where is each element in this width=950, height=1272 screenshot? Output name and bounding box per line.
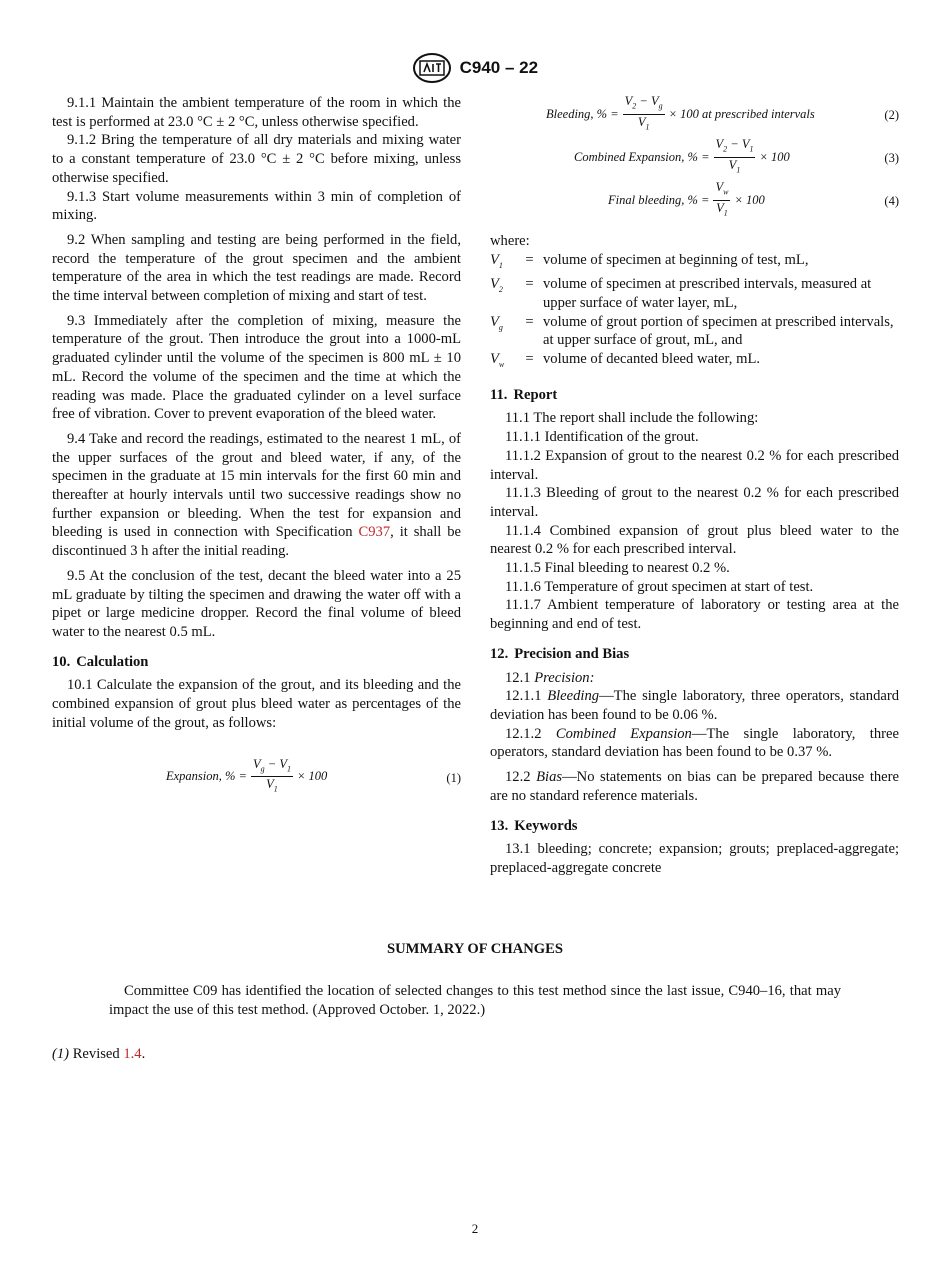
eq3-number: (3) [884,151,899,165]
equation-2 [490,94,899,134]
page-header [0,52,950,84]
where-label: where: [490,233,530,249]
para-10-1: 10.1 Calculate the expansion of the grout, and its bleeding and the combined expansion of grout plus bleed water as percentages of the initial volume of the grout, as follows: [52,677,461,731]
para-9-5: 9.5 At the conclusion of the test, decant the bleed water into a 25 mL graduate by tilting the specimen and drawing the water off with a pipet or large medicine dropper. Record the final volume of bleed water to the nearest 0.5 mL. [52,567,461,640]
eq4-fraction: $\frac{V_w}{V_1}$ [715,180,729,217]
para-12-1-2: 12.1.2 Combined Expansion—The single laboratory, three operators, standard deviation has been found to be 0.37 %. [490,725,899,761]
para-9-4: 9.4 Take and record the readings, estimated to the nearest 1 mL, of the upper surfaces of the grout and bleed water, if any, of the specimen in the graduate at 15 min intervals for the first 60 min and thereafter at hourly intervals until two successive readings show no further expansion or bleeding. When the test for expansion and bleeding is used in connection with Specification C937, it shall be discontinued 3 h after the initial reading. [52,430,462,560]
eq2-tail: × 100 at prescribed intervals [668,106,815,121]
eq2-lhs: Bleeding, % = [546,106,619,121]
left-column [52,94,461,797]
eq4-number: (4) [884,194,899,208]
para-12-1: 12.1 Precision: [505,669,595,686]
eq3-tail: × 100 [759,149,790,164]
para-9-3: 9.3 Immediately after the completion of mixing, measure the temperature of the grout. Then introduce the grout into a 1000-mL graduated cylinder until the volume of the specimen is 800 mL ± 10 mL. Record the volume of the specimen and the time at which the reading was made. Place the graduated cylinder on a level surface free of vibration. Cover to prevent evaporation of the bleed water. [52,312,461,423]
equation-4 [490,180,899,220]
para-9-1-3: 9.1.3 Start volume measurements within 3 min of completion of mixing. [52,188,461,224]
summary-title: SUMMARY OF CHANGES [387,941,563,957]
section-11-heading: 11. Report [490,386,558,403]
para-12-2: 12.2 Bias—No statements on bias can be prepared because there are no standard reference materials. [490,769,899,804]
link-section-1-4[interactable]: 1.4 [123,1046,142,1062]
eq1-tail: × 100 [296,769,328,784]
astm-logo-icon [412,52,452,84]
link-c937[interactable]: C937 [358,524,391,541]
equation-3 [490,137,899,177]
para-11-1-1: 11.1.1 Identification of the grout. [505,429,699,446]
eq4-lhs: Final bleeding, % = [608,192,710,207]
eq3-lhs: Combined Expansion, % = [574,149,710,164]
eq4-tail: × 100 [734,192,765,207]
para-11-1-3: 11.1.3 Bleeding of grout to the nearest 0.2 % for each prescribed interval. [490,485,899,520]
para-9-1-2: 9.1.2 Bring the temperature of all dry materials and mixing water to a constant temperature of 23.0 °C ± 2 °C before mixing, unless otherwise specified. [52,132,461,186]
para-9-2: 9.2 When sampling and testing are being performed in the field, record the temperature of the grout specimen and the ambient temperature of the area in which the test readings are made. Record the time interval between completion of mixing and start of test. [52,231,461,305]
para-11-1-5: 11.1.5 Final bleeding to nearest 0.2 %. [505,560,730,577]
para-9-1-1: 9.1.1 Maintain the ambient temperature of the room in which the test is performed at 23.0 °C ± 2 °C, unless otherwise specified. [52,95,461,130]
definition-v1: $V_1$ = volume of specimen at beginning of test, mL, [490,251,809,270]
definition-vg: $V_g$ = volume of grout portion of specimen at prescribed intervals, at upper surface of grout, mL, and [490,313,894,349]
para-11-1-7: 11.1.7 Ambient temperature of laboratory or testing area at the beginning and end of test. [490,597,899,633]
para-12-1-1: 12.1.1 Bleeding—The single laboratory, three operators, standard deviation has been found to be 0.06 %. [490,688,899,723]
section-12-heading: 12. Precision and Bias [490,645,630,662]
document-code: C940 – 22 [459,57,539,77]
revision-note: (1) Revised 1.4. [52,1046,146,1062]
eq1-fraction: $\frac{V_g - V_1}{V_1}$ [253,756,291,794]
eq3-fraction: $\frac{V_2 - V_1}{V_1}$ [715,137,754,174]
definition-v2: $V_2$ = volume of specimen at prescribed intervals, measured at upper surface of water layer, mL, [490,276,872,312]
eq2-fraction: $\frac{V_2 - V_g}{V_1}$ [624,94,663,131]
definition-vw: $V_w$ = volume of decanted bleed water, mL. [490,351,761,370]
right-column [490,94,899,878]
equation-1 [52,757,461,797]
page-number: 2 [471,1221,479,1236]
eq1-number: (1) [446,770,461,785]
eq1-lhs: Expansion, % = [166,769,247,784]
eq2-number: (2) [884,108,899,122]
section-10-heading: 10. Calculation [52,653,149,670]
para-11-1: 11.1 The report shall include the following: [505,410,759,427]
section-13-heading: 13. Keywords [490,817,578,834]
summary-body: Committee C09 has identified the location of selected changes to this test method since the last issue, C940–16, that may impact the use of this test method. (Approved October. 1, 2022.) [109,983,841,1018]
para-11-1-6: 11.1.6 Temperature of grout specimen at start of test. [505,578,814,595]
para-13-1: 13.1 bleeding; concrete; expansion; grouts; preplaced-aggregate; preplaced-aggregate concrete [490,841,899,876]
para-11-1-2: 11.1.2 Expansion of grout to the nearest 0.2 % for each prescribed interval. [490,447,899,483]
para-11-1-4: 11.1.4 Combined expansion of grout plus bleed water to the nearest 0.2 % for each prescribed interval. [490,522,899,558]
